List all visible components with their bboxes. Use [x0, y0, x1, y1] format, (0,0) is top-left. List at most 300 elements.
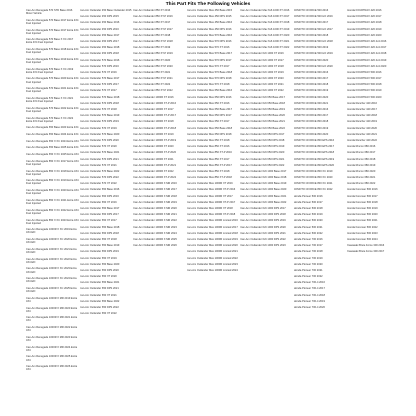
vehicle-entry: Honda Pioneer 700 2018: [293, 250, 323, 254]
vehicle-column-3: [133, 9, 186, 409]
vehicle-entry: Honda Rancher 420 2019: [347, 120, 377, 124]
vehicle-entry: Honda FOURTRAX 500 2016: [347, 70, 382, 74]
vehicle-entry: Honda FOURTRAX 420 4x4 2020: [347, 64, 387, 68]
vehicle-entry: Can-Am Outlander 570 XT 2021: [79, 163, 117, 167]
vehicle-entry: Can-Am Outlander Max 570 Base 2017: [186, 52, 233, 56]
vehicle-entry: Can-Am Outlander 6x6 650 Base 2021: [240, 120, 285, 124]
vehicle-entry: Honda Rincon 680 2021: [347, 176, 376, 180]
vehicle-entry: Can-Am Outlander 850 XT-P 2018: [133, 39, 173, 43]
vehicle-entry: Can-Am Outlander 650 DPS 2017: [79, 213, 119, 217]
vehicle-entry: Can-Am Outlander 650 DPS 2021: [79, 287, 119, 291]
vehicle-entry: Can-Am Renegade 570 Base 2021 Extra 4X4 Fuel Injected: [26, 87, 79, 94]
vehicle-entry: Kawasaki Brute Force 300 2017: [347, 250, 385, 254]
vehicle-entry: Can-Am Outlander 650 XT 2021: [79, 293, 117, 297]
vehicle-entry: Can-Am Renegade 570 STD Base 2016 Motor Vehicle: [26, 9, 73, 16]
vehicle-entry: Can-Am Outlander Max 850 XT-P 2016: [186, 151, 232, 155]
vehicle-entry: Can-Am Outlander 1000R XT 2020: [133, 145, 174, 149]
vehicle-entry: Can-Am Outlander Max 6x6 1000 XT 2018: [240, 21, 290, 25]
vehicle-entry: Can-Am Outlander 650 DPS 2018: [79, 231, 119, 235]
vehicle-entry: Can-Am Outlander Max 850 XT 2017: [186, 157, 230, 161]
vehicle-entry: Can-Am Outlander Max 1000R XT-P 2018: [186, 213, 236, 217]
vehicle-entry: Can-Am Outlander 6x6 1000 XT 2022: [240, 89, 284, 93]
vehicle-entry: Can-Am Outlander 6x6 650 DPS 2022: [240, 163, 285, 167]
vehicle-entry: Can-Am Renegade 650 X XC 2025 Extra 4X4: [26, 153, 79, 157]
vehicle-entry: Honda FOURTRAX 500 2019: [347, 89, 382, 93]
vehicle-entry: Can-Am Outlander 1000R X MR 2025: [133, 237, 177, 241]
vehicle-entry: Can-Am Outlander Max 6x6 1000 XT 2021: [240, 39, 290, 43]
vehicle-entry: Can-Am Renegade 1000R X MR 2019 Extra 4X4: [26, 296, 78, 303]
vehicle-entry: Can-Am Outlander 650 XT 2020: [79, 275, 117, 279]
vehicle-entry: Can-Am Outlander Max 1000R Limited 2019: [186, 237, 238, 241]
vehicle-entry: Can-Am Outlander 6x6 650 Base 2018: [240, 101, 285, 105]
vehicle-entry: Honda FOURTRAX 500 2020: [347, 95, 382, 99]
vehicle-entry: Can-Am Outlander 6x6 650 Base 2022: [240, 126, 285, 130]
vehicle-entry: Can-Am Outlander 850 XT 2019: [133, 46, 171, 50]
vehicle-entry: Can-Am Outlander Max 570 XT 2018: [186, 83, 230, 87]
vehicle-entry: Honda Foreman 500 2024: [347, 237, 378, 241]
vehicle-entry: Honda Rancher 420 2022: [347, 138, 377, 142]
page-title: This Part Fits The Following Vehicles: [165, 2, 251, 7]
vehicle-entry: CFMOTO CFORCE 800 EPS 2017: [293, 145, 335, 149]
vehicle-entry: Can-Am Outlander 1000R X MR 2017: [133, 188, 177, 192]
vehicle-entry: Can-Am Outlander 570 XT 2020: [79, 145, 117, 149]
vehicle-entry: Can-Am Outlander 570 DPS 2019: [79, 120, 119, 124]
vehicle-entry: CFMOTO CFORCE 800 EPS 2016: [293, 138, 335, 142]
vehicle-entry: CFMOTO CFORCE 500 2017: [293, 21, 329, 25]
vehicle-entry: Can-Am Outlander 6x6 1000 Base 2022: [240, 200, 287, 204]
vehicle-entry: Can-Am Outlander Max 570 DPS 2017: [186, 58, 232, 62]
vehicle-entry: CFMOTO CFORCE 800 2018: [293, 120, 329, 124]
vehicle-entry: Can-Am Outlander 1000R XT-P 2016: [133, 101, 177, 105]
vehicle-entry: Honda Pioneer 700 2017: [293, 244, 323, 248]
vehicle-entry: Honda Foreman 500 2019: [347, 207, 378, 210]
vehicle-entry: Can-Am Outlander 650 XT 2019: [79, 256, 117, 260]
vehicle-entry: Can-Am Outlander Max 1000R XT-P 2016: [186, 188, 236, 192]
vehicle-entry: Can-Am Outlander 1000R X MR 2026: [133, 244, 177, 248]
vehicle-entry: Can-Am Outlander 1000R X MR 2023: [133, 225, 177, 229]
vehicle-entry: Can-Am Outlander 650 Base 2016: [79, 188, 120, 192]
vehicle-entry: Can-Am Outlander 6x6 1000 DPS 2020: [240, 225, 286, 229]
vehicle-entry: Can-Am Renegade 1000R X MR 2021 Extra 4X4: [26, 316, 78, 323]
vehicle-entry: Can-Am Outlander 1000R X MR 2021: [133, 213, 177, 217]
vehicle-entry: CFMOTO CFORCE 500 HO 2019: [293, 52, 333, 56]
vehicle-entry: Can-Am Outlander 650 XT 2022: [79, 312, 117, 316]
vehicle-entry: Can-Am Outlander 6x6 650 Base 2020: [240, 114, 285, 118]
vehicle-entry: Can-Am Outlander 650 Base 2017: [79, 207, 120, 210]
vehicle-entry: Can-Am Outlander Max 6x6 1000 XT 2020: [240, 33, 290, 37]
vehicle-entry: Can-Am Outlander 1000R X MR 2016: [133, 182, 177, 186]
vehicle-entry: Can-Am Outlander 650 DPS 2019: [79, 250, 119, 254]
vehicle-entry: Honda Pioneer 700 2016: [293, 237, 323, 241]
vehicle-entry: Can-Am Outlander 570 Base 2022: [79, 169, 120, 173]
vehicle-entry: Can-Am Outlander 6x6 1000 DPS 2022: [240, 237, 286, 241]
vehicle-entry: Can-Am Outlander Max 1000R XT 2016: [186, 182, 233, 186]
vehicle-entry: Can-Am Renegade 1000R X XC 2022 Extra 4X4 EFI: [26, 257, 77, 264]
vehicle-entry: CFMOTO CFORCE 800 2019: [293, 126, 329, 130]
vehicle-entry: Honda Pioneer 700 2020: [293, 262, 323, 266]
vehicle-entry: Can-Am Outlander Max 650 XT 2018: [186, 138, 230, 142]
vehicle-entry: CFMOTO CFORCE 800 EPS 2018: [293, 151, 335, 155]
vehicle-entry: Can-Am Renegade 1000R X MR 2025 Extra 4X4: [26, 355, 78, 362]
vehicle-entry: Can-Am Outlander 1000R XT-P 2019: [133, 138, 177, 142]
vehicle-column-6: [294, 9, 347, 409]
vehicle-entry: Can-Am Outlander 1000R X MR 2022: [133, 219, 177, 223]
vehicle-entry: Can-Am Outlander Max 570 Base 2016: [186, 33, 233, 37]
vehicle-entry: Can-Am Outlander 570 DPS 2021: [79, 157, 119, 161]
vehicle-entry: Honda Rincon 680 2019: [347, 163, 376, 167]
vehicle-entry: Can-Am Outlander 1000R XT-P 2022: [133, 176, 177, 180]
vehicle-entry: Can-Am Outlander Max 1000R Limited 2017: [186, 225, 238, 229]
vehicle-entry: Can-Am Renegade 1000R X XC 2023 Extra 4X4 EFI: [26, 267, 77, 274]
vehicle-entry: Can-Am Outlander 1000R XT-P 2017: [133, 114, 177, 118]
vehicle-entry: Honda Pioneer 500 2020: [293, 219, 323, 223]
vehicle-entry: CFMOTO CFORCE 500 HO 2018: [293, 39, 333, 43]
vehicle-entry: Can-Am Outlander 1000R XT-P 2018: [133, 126, 177, 130]
vehicle-entry: Can-Am Outlander 6x6 1000 XT 2020: [240, 77, 284, 81]
vehicle-entry: Can-Am Outlander Max 450 DPS 2016: [186, 27, 232, 31]
vehicle-entry: CFMOTO CFORCE 500 2018: [293, 33, 329, 37]
vehicle-entry: Can-Am Outlander 1000R X MR 2019: [133, 200, 177, 204]
vehicle-entry: Can-Am Outlander 6x6 650 Base 2017: [240, 95, 285, 99]
vehicle-entry: Can-Am Outlander 570 Base 2019: [79, 114, 120, 118]
vehicle-column-4: [187, 9, 240, 409]
vehicle-entry: Honda Pioneer 700-4 2017: [293, 287, 325, 291]
vehicle-entry: CFMOTO CFORCE 800 EPS 2019: [293, 157, 335, 161]
vehicle-entry: Can-Am Renegade 1000R X MR 2026 Extra 4X4: [26, 365, 78, 372]
vehicle-entry: Honda Rincon 680 2016: [347, 145, 376, 149]
vehicle-entry: Can-Am Outlander 1000R XT 2019: [133, 132, 174, 136]
vehicle-entry: Can-Am Renegade 1000R X MR 2020 Extra 4X4: [26, 306, 78, 313]
vehicle-entry: Can-Am Outlander 6x6 1000 DPS 2023: [240, 244, 286, 248]
vehicle-entry: Can-Am Outlander 450 DPS 2016: [79, 27, 119, 31]
vehicle-entry: Can-Am Outlander Max 1000R Limited 2022: [186, 256, 238, 260]
vehicle-entry: Can-Am Outlander 650 DPS 2016: [79, 194, 119, 198]
vehicle-entry: Can-Am Outlander Max 450 DPS 2015: [186, 15, 232, 19]
vehicle-entry: Honda Foreman 500 2018: [347, 200, 378, 204]
vehicle-entry: Can-Am Outlander 650 XT 2018: [79, 237, 117, 241]
vehicle-entry: Can-Am Outlander Max 650 Base 2016: [186, 89, 233, 93]
vehicle-entry: Can-Am Renegade 570 Base X XC 2021 Extra 4X4 Fuel Injected: [26, 97, 74, 104]
vehicle-entry: Can-Am Outlander Max 850 XT-P 2018: [186, 176, 232, 180]
vehicle-entry: Can-Am Outlander Max 6x6 1000 XT 2017: [240, 15, 290, 19]
vehicle-entry: Can-Am Outlander Max 1000R XT 2017: [186, 194, 233, 198]
vehicle-entry: Can-Am Outlander 650 Base 2022: [79, 299, 120, 303]
vehicle-entry: Can-Am Outlander 570 XT 2018: [79, 108, 117, 111]
vehicle-entry: Kawasaki Brute Force 300 2016: [347, 244, 385, 248]
vehicle-entry: Can-Am Outlander 850 XT-P 2020: [133, 64, 173, 68]
vehicle-entry: Honda FOURTRAX 420 2019: [347, 27, 382, 31]
vehicle-entry: Can-Am Outlander Max 850 XT 2016: [186, 145, 230, 149]
vehicle-entry: CFMOTO CFORCE 600 2020: [293, 95, 329, 99]
vehicle-entry: Honda Foreman 500 2016: [347, 188, 378, 192]
vehicle-entry: Can-Am Outlander Max 570 DPS 2016: [186, 39, 232, 43]
vehicle-entry: CFMOTO CFORCE 800 XC 2022: [293, 188, 333, 192]
vehicle-entry: Can-Am Renegade 1000R X MR 2024 Extra 4X4: [26, 345, 78, 352]
vehicle-entry: Can-Am Outlander 450 Base 2017: [79, 33, 120, 37]
vehicle-entry: Can-Am Outlander Max 1000R Limited 2021: [186, 250, 238, 254]
vehicle-entry: Can-Am Outlander 1000R XT-P 2021: [133, 163, 177, 167]
vehicle-entry: Can-Am Outlander 1000R XT 2018: [133, 120, 174, 124]
vehicle-entry: Can-Am Outlander 6x6 650 DPS 2018: [240, 138, 285, 142]
vehicle-entry: Honda FOURTRAX 420 4x4 2016: [347, 39, 387, 43]
vehicle-entry: Can-Am Outlander 6x6 650 Base 2019: [240, 108, 285, 111]
vehicle-entry: Can-Am Outlander Max 1000R Limited 2024: [186, 268, 238, 272]
vehicle-entry: Can-Am Outlander 570 Base 2020: [79, 132, 120, 136]
vehicle-entry: Can-Am Outlander Max 570 Base 2018: [186, 70, 233, 74]
vehicle-entry: Can-Am Outlander 650 XT 2017: [79, 219, 117, 223]
vehicle-entry: Honda Rancher 420 2018: [347, 114, 377, 118]
vehicle-entry: Can-Am Outlander 850 XT-P 2019: [133, 52, 173, 56]
vehicle-entry: CFMOTO CFORCE 600 2021: [293, 101, 329, 105]
vehicle-entry: Honda Pioneer 700 2021: [293, 268, 323, 272]
vehicle-column-2: [80, 9, 133, 409]
vehicle-entry: Can-Am Outlander 850 XT 2020: [133, 58, 171, 62]
vehicle-entry: Honda Pioneer 500 2017: [293, 200, 323, 204]
vehicle-entry: Can-Am Outlander 6x6 1000 XT 2017: [240, 58, 284, 62]
vehicle-entry: Can-Am Outlander Max 450 Base 2016: [186, 21, 233, 25]
vehicle-column-7: [347, 9, 414, 409]
vehicle-entry: Can-Am Outlander 450 Base 2016: [79, 21, 120, 25]
vehicle-entry: Can-Am Renegade 1000R X MR 2022 Extra 4X4: [26, 326, 78, 333]
vehicle-entry: CFMOTO CFORCE 800 2020: [293, 132, 329, 136]
vehicle-entry: Honda Pioneer 700-4 2016: [293, 281, 325, 285]
vehicle-entry: CFMOTO CFORCE 500 2016: [293, 9, 329, 12]
vehicle-entry: Honda Pioneer 700 2019: [293, 256, 323, 260]
vehicle-entry: Honda FOURTRAX 500 2017: [347, 77, 382, 81]
vehicle-entry: Can-Am Outlander 650 XT 2016: [79, 200, 117, 204]
vehicle-entry: Can-Am Renegade 850 X XC 2019 Extra 4X4 Fuel Injected: [26, 179, 79, 186]
vehicle-entry: Honda Pioneer 700-4 2018: [293, 293, 325, 297]
vehicle-entry: Can-Am Outlander Max 1000R XT-P 2017: [186, 200, 236, 204]
vehicle-entry: Honda Pioneer 700-4 2020: [293, 306, 325, 309]
vehicle-entry: Can-Am Outlander Max 650 XT 2016: [186, 101, 230, 105]
vehicle-entry: Can-Am Renegade 570 Base 2020 Extra 4X4 Fuel Injected: [26, 77, 79, 84]
vehicle-entry: Honda Foreman 500 2023: [347, 231, 378, 235]
vehicle-entry: Can-Am Outlander 570 Base 2017: [79, 77, 120, 81]
vehicle-entry: Honda Pioneer 500 2018: [293, 207, 323, 210]
vehicle-entry: Can-Am Renegade 850 X XC 2018 Extra 4X4 Fuel Injected: [26, 169, 79, 176]
vehicle-entry: Can-Am Outlander 850 XT-P 2021: [133, 77, 173, 81]
vehicle-entry: Can-Am Renegade 650 Base 2025 Extra 4X4: [26, 146, 79, 150]
vehicle-entry: Can-Am Outlander 6x6 1000 Base 2019: [240, 182, 287, 186]
vehicle-entry: Can-Am Outlander 650 Base 2019: [79, 244, 120, 248]
vehicle-entry: Can-Am Outlander 850 XT 2021: [133, 70, 171, 74]
vehicle-entry: Can-Am Outlander 650 DPS 2020: [79, 268, 119, 272]
vehicle-entry: Can-Am Renegade 850 X XC 2020 Extra 4X4 Fuel Injected: [26, 189, 79, 196]
vehicle-entry: CFMOTO CFORCE 800 XC 2019: [293, 169, 333, 173]
vehicle-entry: Can-Am Renegade 650 Base 2023 Extra 4X4: [26, 126, 79, 130]
vehicle-entry: Can-Am Renegade 650 Base 2024 Extra 4X4: [26, 133, 79, 137]
vehicle-entry: Honda FOURTRAX 420 2016: [347, 9, 382, 12]
vehicle-entry: Can-Am Renegade 570 Base 2017 Extra 4X4 Fuel Injected: [26, 18, 79, 25]
vehicle-entry: Honda Rancher 420 2017: [347, 108, 377, 111]
vehicle-entry: Can-Am Outlander 6x6 650 DPS 2021: [240, 157, 285, 161]
vehicle-entry: Can-Am Outlander 570 DPS 2016: [79, 64, 119, 68]
vehicle-entry: Can-Am Outlander 650 DPS 2022: [79, 306, 119, 309]
vehicle-entry: Honda Rincon 680 2017: [347, 151, 376, 155]
vehicle-entry: Can-Am Renegade 850 X XC 2023 Extra 4X4 Fuel Injected: [26, 218, 79, 225]
vehicle-entry: Can-Am Outlander Max 6x6 1000 XT 2016: [240, 9, 290, 12]
vehicle-entry: Honda Foreman 500 2017: [347, 194, 378, 198]
vehicle-entry: CFMOTO CFORCE 500 HO 2020: [293, 64, 333, 68]
vehicle-entry: Can-Am Outlander 450 DPS 2015: [79, 15, 119, 19]
vehicle-entry: Can-Am Outlander 570 Base 2018: [79, 95, 120, 99]
vehicle-entry: Can-Am Outlander Max 1000R XT 2018: [186, 207, 233, 210]
vehicle-entry: Can-Am Outlander 6x6 1000 DPS 2019: [240, 219, 286, 223]
vehicle-entry: Can-Am Outlander Max 570 XT 2017: [186, 64, 230, 68]
vehicle-entry: CFMOTO CFORCE 800 XC 2020: [293, 176, 333, 180]
vehicle-entry: Can-Am Outlander 6x6 1000 XT 2016: [240, 52, 284, 56]
vehicle-entry: Honda FOURTRAX 420 4x4 2018: [347, 52, 387, 56]
vehicle-entry: Can-Am Renegade 1000R X XC 2024 Extra 4X4 EFI: [26, 277, 77, 284]
vehicle-entry: Can-Am Renegade 570 Base 2017 Extra 4X4 Fuel Injected: [26, 28, 79, 35]
vehicle-entry: Can-Am Outlander 450 Base Outlander 2015: [79, 9, 132, 12]
vehicle-entry: Can-Am Renegade 1000R X XC 2025 Extra 4X4 EFI: [26, 286, 77, 294]
vehicle-entry: Honda Foreman 500 2021: [347, 219, 378, 223]
vehicle-entry: Can-Am Outlander 850 XT 2018: [133, 33, 171, 37]
vehicle-entry: Can-Am Outlander Max 1000R Limited 2020: [186, 244, 238, 248]
vehicle-entry: Can-Am Outlander 1000R XT 2021: [133, 157, 174, 161]
vehicle-entry: Honda Foreman 500 2022: [347, 225, 378, 229]
vehicle-entry: Can-Am Outlander Max 650 DPS 2017: [186, 114, 232, 118]
vehicle-entry: Can-Am Outlander 1000R X MR 2024: [133, 231, 177, 235]
vehicle-entry: Can-Am Outlander 570 Base 2021: [79, 151, 120, 155]
vehicle-entry: Honda Pioneer 500 2016: [293, 194, 323, 198]
vehicle-entry: CFMOTO CFORCE 600 2018: [293, 83, 329, 87]
vehicle-entry: Honda FOURTRAX 420 2018: [347, 21, 382, 25]
vehicle-entry: Honda Pioneer 500 2021: [293, 225, 323, 229]
vehicle-entry: Honda Pioneer 700-4 2019: [293, 299, 325, 303]
vehicle-entry: Can-Am Outlander 6x6 1000 XT 2018: [240, 64, 284, 68]
vehicle-entry: Can-Am Outlander Max 450 Base 2015: [186, 9, 233, 12]
vehicle-entry: Can-Am Outlander 450 DPS 2017: [79, 39, 119, 43]
vehicle-entry: Can-Am Outlander 570 XT 2019: [79, 126, 117, 130]
vehicle-entry: CFMOTO CFORCE 800 EPS 2020: [293, 163, 335, 167]
vehicle-entry: Can-Am Outlander Max 650 DPS 2016: [186, 95, 232, 99]
vehicle-entry: Can-Am Outlander 6x6 1000 DPS 2017: [240, 207, 286, 210]
vehicle-entry: CFMOTO CFORCE 500 HO 2017: [293, 27, 333, 31]
vehicle-entry: Can-Am Outlander 650 Base 2021: [79, 281, 120, 285]
vehicle-entry: Honda FOURTRAX 420 2020: [347, 33, 382, 37]
vehicle-entry: Can-Am Outlander 850 XT 2022: [133, 83, 171, 87]
vehicle-entry: Can-Am Outlander 6x6 650 DPS 2017: [240, 132, 285, 136]
vehicle-entry: Can-Am Outlander 1000R X MR 2018: [133, 194, 177, 198]
vehicle-entry: Can-Am Outlander 650 Base 2018: [79, 225, 120, 229]
vehicle-entry: Can-Am Renegade 570 Base 2019 Extra 4X4 Fuel Injected: [26, 57, 79, 64]
vehicle-entry: Can-Am Outlander 6x6 1000 Base 2020: [240, 188, 287, 192]
vehicle-column-5: [240, 9, 293, 409]
vehicle-entry: Can-Am Outlander Max 850 XT-P 2017: [186, 163, 232, 167]
vehicle-entry: Can-Am Renegade 1000R X XC 2020 Extra 4X4 EFI: [26, 238, 77, 245]
vehicle-entry: Honda Pioneer 500 2022: [293, 231, 323, 235]
vehicle-entry: Can-Am Outlander 570 DPS 2020: [79, 138, 119, 142]
vehicle-entry: Can-Am Renegade 570 Base X XC 2017 Extra 4X4 Fuel Injected: [26, 38, 74, 45]
vehicle-list-columns: [26, 9, 414, 409]
vehicle-entry: Can-Am Outlander Max 650 DPS 2018: [186, 132, 232, 136]
vehicle-entry: Can-Am Outlander Max 650 XT 2017: [186, 120, 230, 124]
vehicle-entry: Can-Am Outlander Max 650 Base 2017: [186, 108, 233, 111]
vehicle-entry: Can-Am Outlander 6x6 1000 Base 2018: [240, 176, 287, 180]
vehicle-entry: Can-Am Outlander 570 XT 2016: [79, 70, 117, 74]
vehicle-entry: Can-Am Renegade 570 Base 2018 Extra 4X4 Fuel Injected: [26, 48, 79, 55]
vehicle-entry: Can-Am Outlander Max 570 XT 2016: [186, 46, 230, 50]
vehicle-entry: CFMOTO CFORCE 500 HO 2016: [293, 15, 333, 19]
vehicle-entry: CFMOTO CFORCE 800 2017: [293, 114, 329, 118]
vehicle-entry: Can-Am Outlander 6x6 1000 Base 2021: [240, 194, 287, 198]
vehicle-entry: Honda Rancher 420 2016: [347, 101, 377, 105]
vehicle-entry: Honda FOURTRAX 500 2018: [347, 83, 382, 87]
vehicle-entry: CFMOTO CFORCE 600 2019: [293, 89, 329, 93]
vehicle-entry: Honda FOURTRAX 420 2017: [347, 15, 382, 19]
vehicle-entry: Can-Am Renegade 1000R X XC 2021 Extra 4X4 EFI: [26, 247, 77, 254]
vehicle-entry: Can-Am Renegade 850 X XC 2017 Extra 4X4 Fuel Injected: [26, 159, 79, 166]
vehicle-entry: Can-Am Outlander 570 DPS 2017: [79, 83, 119, 87]
vehicle-entry: Can-Am Outlander 1000R X MR 2020: [133, 207, 177, 210]
vehicle-entry: Honda Rancher 420 2020: [347, 126, 377, 130]
vehicle-entry: Honda FOURTRAX 420 4x4 2017: [347, 46, 387, 50]
vehicle-entry: Can-Am Renegade 570 Base 2022 Extra 4X4 Fuel Injected: [26, 106, 79, 113]
vehicle-entry: Can-Am Outlander Max 1000R Limited 2018: [186, 231, 238, 235]
vehicle-entry: Honda Rancher 420 2021: [347, 132, 377, 136]
vehicle-entry: Can-Am Outlander 6x6 1000 XT 2019: [240, 70, 284, 74]
vehicle-entry: Honda Foreman 500 2020: [347, 213, 378, 217]
vehicle-entry: Can-Am Outlander 850 XT 2016: [133, 9, 171, 12]
vehicle-entry: Can-Am Outlander 6x6 650 DPS 2020: [240, 151, 285, 155]
vehicle-entry: Can-Am Outlander 570 DPS 2018: [79, 101, 119, 105]
vehicle-entry: Can-Am Outlander Max 570 DPS 2018: [186, 77, 232, 81]
vehicle-entry: Can-Am Outlander Max 850 XT 2018: [186, 169, 230, 173]
vehicle-entry: Honda Rincon 680 2018: [347, 157, 376, 161]
vehicle-entry: Can-Am Outlander Max 1000R Limited 2023: [186, 262, 238, 266]
vehicle-entry: CFMOTO CFORCE 600 2017: [293, 77, 329, 81]
vehicle-column-1: [26, 9, 79, 409]
vehicle-entry: Can-Am Outlander 1000R XT 2017: [133, 108, 174, 111]
vehicle-entry: Can-Am Renegade 850 X XC 2022 Extra 4X4 Fuel Injected: [26, 208, 79, 215]
vehicle-entry: Can-Am Outlander 850 XT-P 2017: [133, 27, 173, 31]
vehicle-entry: Can-Am Outlander Max 6x6 1000 XT 2019: [240, 27, 290, 31]
vehicle-entry: Honda Rincon 680 2022: [347, 182, 376, 186]
vehicle-entry: Can-Am Outlander 1000R XT 2022: [133, 169, 174, 173]
vehicle-entry: Honda FOURTRAX 420 4x4 2019: [347, 58, 387, 62]
vehicle-entry: Honda Rincon 680 2020: [347, 169, 376, 173]
vehicle-entry: CFMOTO CFORCE 600 2016: [293, 70, 329, 74]
vehicle-entry: Can-Am Outlander 850 XT 2017: [133, 21, 171, 25]
vehicle-entry: Can-Am Outlander 1000R XT 2016: [133, 95, 174, 99]
vehicle-entry: Can-Am Outlander 850 XT-P 2016: [133, 15, 173, 19]
vehicle-entry: Can-Am Renegade 1000R X MR 2023 Extra 4X4: [26, 335, 78, 342]
vehicle-entry: Honda Pioneer 700 2022: [293, 275, 323, 279]
vehicle-entry: Can-Am Outlander 850 XT-P 2022: [133, 89, 173, 93]
vehicle-entry: Can-Am Outlander 570 DPS 2022: [79, 176, 119, 180]
vehicle-entry: Can-Am Outlander 450 Base 2018: [79, 46, 120, 50]
vehicle-entry: Can-Am Outlander 1000R XT-P 2020: [133, 151, 177, 155]
vehicle-entry: Can-Am Outlander 6x6 1000 DPS 2021: [240, 231, 286, 235]
vehicle-entry: Can-Am Outlander Max 1000R Limited 2016: [186, 219, 238, 223]
vehicle-entry: Can-Am Outlander 6x6 1000 DPS 2018: [240, 213, 286, 217]
vehicle-entry: Can-Am Outlander 570 XT 2022: [79, 182, 117, 186]
vehicle-entry: CFMOTO CFORCE 500 2020: [293, 58, 329, 62]
vehicle-entry: Can-Am Renegade 570 Base X XC 2019 Extra 4X4 Fuel Injected: [26, 67, 74, 74]
vehicle-entry: Can-Am Renegade 650 X XC 2024 Extra 4X4: [26, 139, 79, 143]
vehicle-entry: Can-Am Outlander Max 6x6 1000 XT 2022: [240, 46, 290, 50]
vehicle-entry: Can-Am Renegade 1000R X XC 2019 Extra 4X4 EFI: [26, 228, 77, 235]
vehicle-entry: Can-Am Outlander 570 Base 2016: [79, 58, 120, 62]
vehicle-entry: Honda Pioneer 500 2019: [293, 213, 323, 217]
vehicle-entry: Can-Am Outlander 650 Base 2020: [79, 262, 120, 266]
vehicle-entry: Can-Am Outlander 6x6 650 DPS 2019: [240, 145, 285, 149]
vehicle-entry: Can-Am Outlander Max 650 Base 2018: [186, 126, 233, 130]
vehicle-entry: Can-Am Renegade 850 X XC 2021 Extra 4X4 Fuel Injected: [26, 198, 79, 206]
